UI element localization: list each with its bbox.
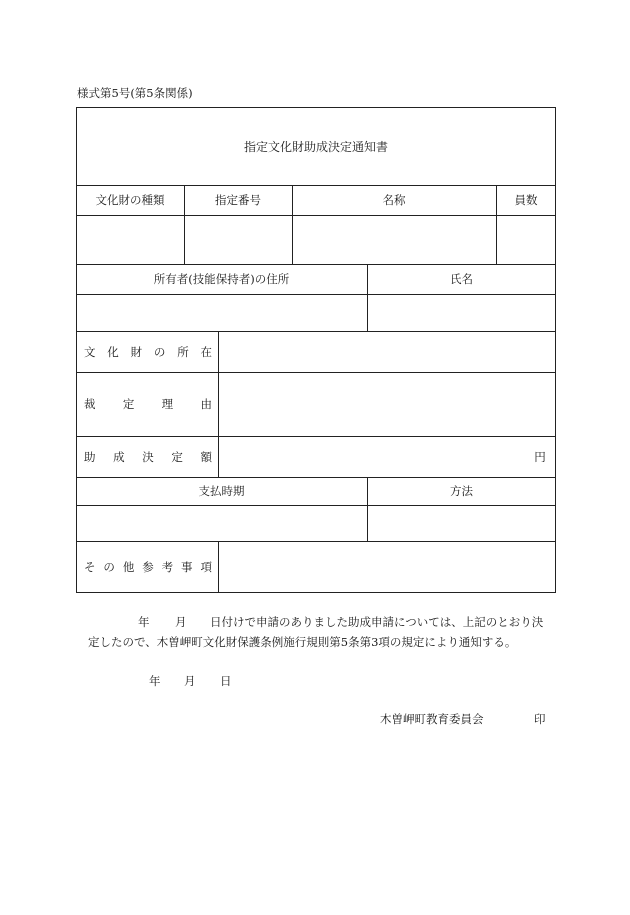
table-rule	[218, 541, 219, 593]
notice-line-1: 日付けで申請のありました助成申請については、上記のとおり決	[210, 615, 544, 629]
amount-unit: 円	[534, 449, 546, 464]
owner-address-label: 所有者(技能保持者)の住所	[153, 272, 290, 286]
date-month: 月	[184, 674, 196, 688]
notice-line-2: 定したので、木曽岬町文化財保護条例施行規則第5条第3項の規定により通知する。	[88, 635, 517, 649]
payment-method-label: 方法	[450, 484, 473, 498]
table-rule	[218, 331, 219, 477]
header-category: 文化財の種類	[95, 193, 165, 207]
other-notes-label: そ の 他 参 考 事 項	[84, 560, 212, 574]
table-rule	[76, 215, 556, 216]
date-day: 日	[220, 674, 232, 688]
payment-time-label: 支払時期	[198, 484, 245, 498]
notice-month: 月	[175, 615, 187, 629]
date-year: 年	[149, 674, 161, 688]
location-label: 文 化 財 の 所 在	[84, 344, 212, 359]
decision-reason-label: 裁 定 理 由	[84, 397, 212, 411]
header-designation-number: 指定番号	[215, 193, 261, 207]
notice-year: 年	[138, 615, 150, 629]
header-count: 員数	[514, 193, 538, 207]
seal-mark: 印	[534, 712, 546, 726]
form-number: 様式第5号(第5条関係)	[77, 86, 193, 100]
owner-name-label: 氏名	[450, 272, 473, 286]
document-title: 指定文化財助成決定通知書	[243, 139, 388, 154]
grant-amount-label: 助 成 決 定 額	[84, 449, 212, 464]
table-rule	[76, 505, 556, 506]
issuer-name: 木曽岬町教育委員会	[380, 712, 484, 726]
header-name: 名称	[382, 193, 406, 207]
table-rule	[76, 294, 556, 295]
